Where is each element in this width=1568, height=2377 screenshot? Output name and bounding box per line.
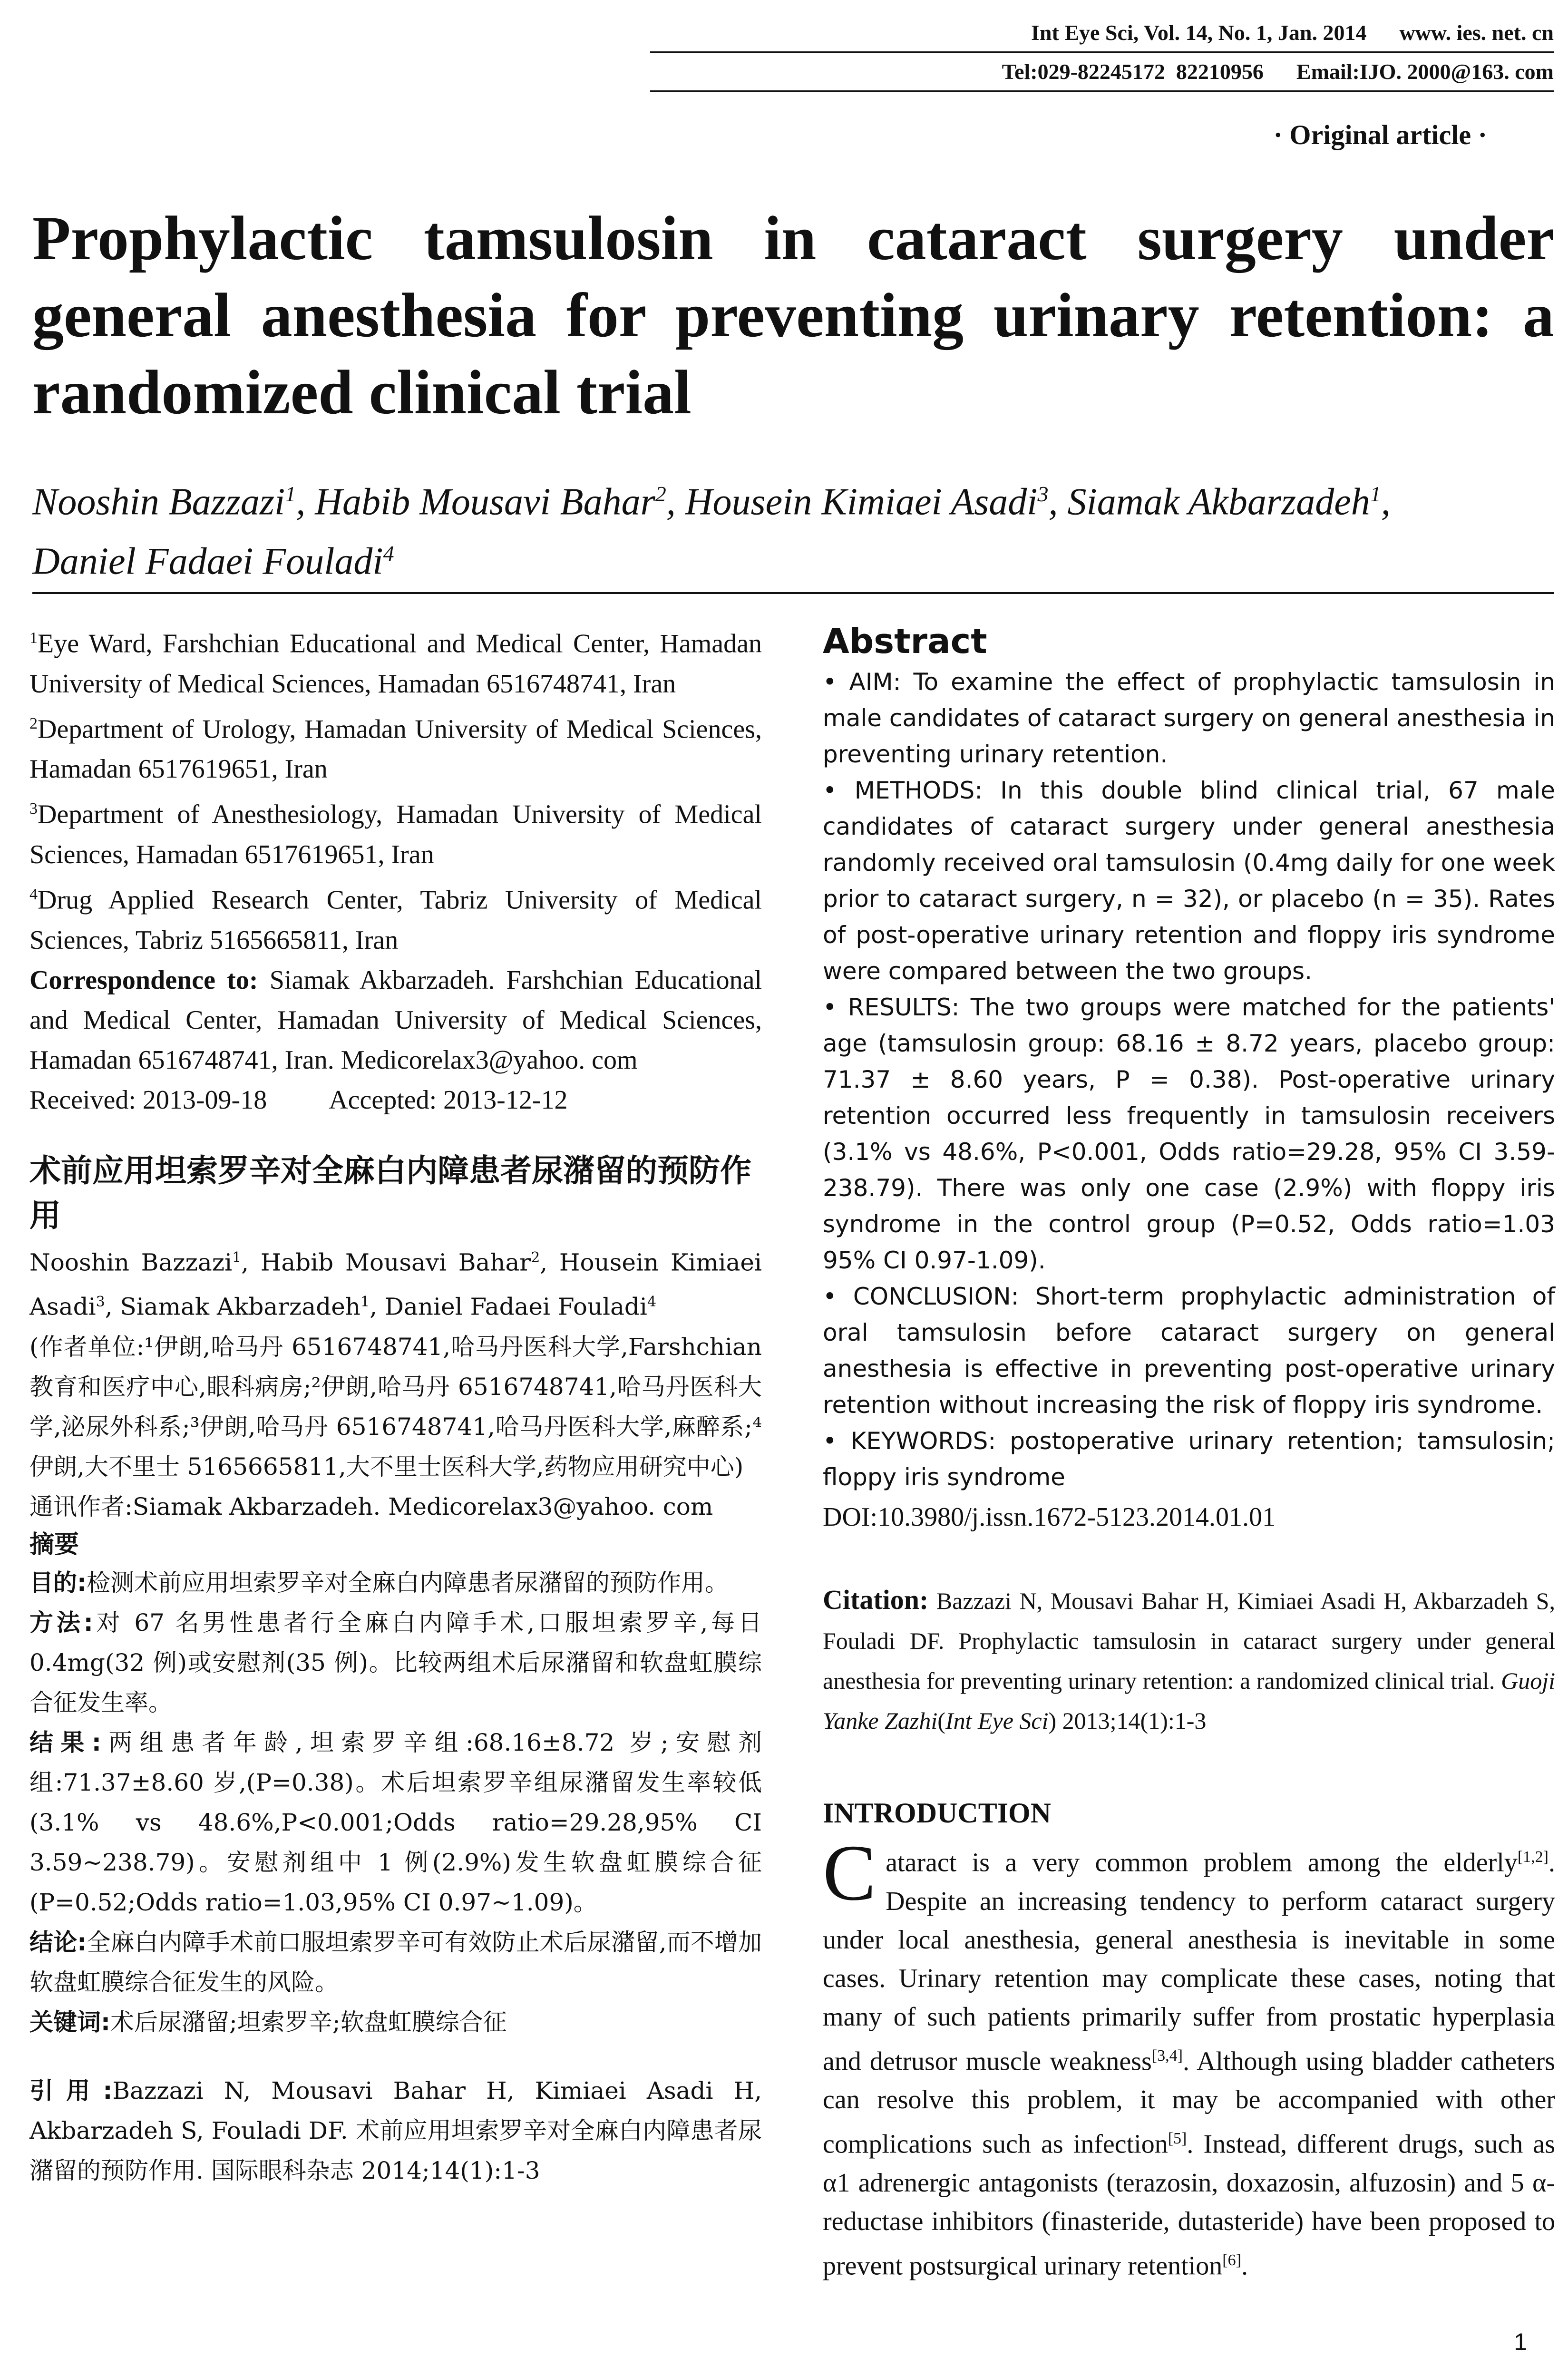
citation-journal-en: Int Eye Sci [945, 1707, 1049, 1734]
reference-marker: [3,4] [1151, 2046, 1183, 2065]
author-aff: 1 [1370, 482, 1381, 506]
citation: Citation: Bazzazi N, Mousavi Bahar H, Kimiaei Asadi H, Akbarzadeh S, Fouladi DF. Prophylactic tamsulosin in cataract surgery under general anesthesia for preventing urinary retention: a randomized clinical trial. Guoji Yanke Zazhi(Int Eye Sci) 2013;14(1):1-3 [823, 1584, 1555, 1734]
accepted-date: Accepted: 2013-12-12 [329, 1085, 568, 1115]
cn-results-text: 两组患者年龄,坦索罗辛组:68.16±8.72 岁;安慰剂组:71.37±8.60 岁,(P=0.38)。术后坦索罗辛组尿潴留发生率较低(3.1% vs 48.6%,P<0.001;Odds ratio=29.28,95% CI 3.59~238.79)。安慰剂组中 1 例(2.9%)发生软盘虹膜综合征(P=0.52;Odds ratio=1.03,95% CI 0.97~1.09)。 [29, 1728, 762, 1916]
abstract-methods [823, 772, 1555, 989]
author-name: Daniel Fadaei Fouladi [32, 540, 383, 583]
drop-cap: C [823, 1829, 877, 1917]
methods-label: • METHODS: [823, 777, 983, 804]
author-aff: 2 [655, 482, 666, 506]
cn-citation-label: 引用: [29, 2076, 113, 2104]
introduction-text [823, 1829, 1556, 2286]
cn-author: , Habib Mousavi Bahar [241, 1248, 531, 1276]
author-aff: 4 [383, 541, 394, 565]
keywords-text: postoperative urinary retention; tamsulosin; floppy iris syndrome [823, 1427, 1555, 1491]
affiliation [29, 875, 762, 960]
results-label: • RESULTS: [823, 994, 960, 1021]
intro-text: . Instead, different drugs, such as α1 adrenergic antagonists (terazosin, doxazosin, alfuzosin) and 5 α-reductase inhibitors (finasteride, dutasteride) have been proposed to prevent postsurgical urinary retention [823, 2129, 1556, 2281]
abstract-conclusion [823, 1278, 1555, 1423]
cn-author-aff: 4 [647, 1294, 657, 1311]
left-column [29, 618, 762, 2191]
affiliation-text: Department of Urology, Hamadan University of Medical Sciences, Hamadan 6517619651, Iran [29, 714, 762, 784]
doi: DOI:10.3980/j.issn.1672-5123.2014.01.01 [823, 1502, 1276, 1532]
chinese-abstract-title: 摘要 [29, 1530, 79, 1559]
cn-aim-label: 目的: [29, 1568, 87, 1597]
affiliation-number: 1 [29, 629, 38, 647]
cn-citation-text: Bazzazi N, Mousavi Bahar H, Kimiaei Asadi H, Akbarzadeh S, Fouladi DF. 术前应用坦索罗辛对全麻白内障患者尿潴留的预防作用. 国际眼科杂志 2014;14(1):1-3 [29, 2076, 762, 2184]
affiliation-text: Department of Anesthesiology, Hamadan University of Medical Sciences, Hamadan 6517619651, Iran [29, 799, 762, 869]
affiliation-text: Eye Ward, Farshchian Educational and Medical Center, Hamadan University of Medical Sciences, Hamadan 6516748741, Iran [29, 629, 762, 699]
chinese-methods [29, 1603, 762, 1723]
citation-text: Bazzazi N, Mousavi Bahar H, Kimiaei Asadi H, Akbarzadeh S, Fouladi DF. Prophylactic tamsulosin in cataract surgery under general anesthesia for preventing urinary retention: a randomized clinical trial. [823, 1588, 1555, 1694]
journal-email: Email:IJO. 2000@163. com [1296, 59, 1554, 84]
title-line-3: randomized clinical trial [32, 357, 691, 427]
cn-author: , Siamak Akbarzadeh [105, 1293, 361, 1321]
keywords-label: • KEYWORDS: [823, 1427, 996, 1455]
journal-website: www. ies. net. cn [1399, 20, 1554, 45]
results-text: The two groups were matched for the patients' age (tamsulosin group: 68.16 ± 8.72 years, placebo group: 71.37 ± 8.60 years, P = 0.38). Post-operative urinary retention occurred less frequently in tamsulosin receivers (3.1% vs 48.6%, P<0.001, Odds ratio=29.28, 95% CI 3.59-238.79). There was only one case (2.9%) with floppy iris syndrome in the control group (P=0.52, Odds ratio=1.03 95% CI 0.97-1.09). [823, 994, 1556, 1274]
author-name: Nooshin Bazzazi [32, 481, 285, 523]
cn-results-label: 结果: [29, 1728, 101, 1756]
chinese-keywords [29, 2002, 762, 2042]
right-column [823, 618, 1555, 2286]
cn-keywords-text: 术后尿潴留;坦索罗辛;软盘虹膜综合征 [110, 2008, 507, 2036]
cn-author: , Daniel Fadaei Fouladi [370, 1293, 647, 1321]
page-number: 1 [1514, 2328, 1527, 2355]
chinese-aim [29, 1563, 762, 1603]
reference-marker: [6] [1222, 2251, 1241, 2269]
introduction-heading: INTRODUCTION [823, 1797, 1052, 1829]
conclusion-text: Short-term prophylactic administration of oral tamsulosin before cataract surgery on general anesthesia is effective in preventing post-operative urinary retention without increasing the risk of floppy iris syndrome. [823, 1283, 1555, 1419]
correspondence [29, 960, 762, 1080]
title-line-1: Prophylactic tamsulosin in cataract surgery under [32, 203, 1554, 273]
author-name: Siamak Akbarzadeh [1067, 481, 1370, 523]
abstract-keywords [823, 1423, 1555, 1495]
cn-author: Nooshin Bazzazi [29, 1248, 233, 1276]
author-list: Nooshin Bazzazi$^1$, Habib Mousavi Bahar$^2$, Housein Kimiaei Asadi$^3$, Siamak Akbarzadeh$^1$, Daniel Fadaei Fouladi$^4$ [32, 481, 1391, 583]
affiliation [29, 789, 762, 875]
cn-author-aff: 1 [232, 1249, 242, 1266]
reference-marker: [5] [1168, 2130, 1187, 2148]
chinese-contact: 通讯作者:Siamak Akbarzadeh. Medicorelax3@yahoo. com [29, 1492, 713, 1520]
affiliation [29, 618, 762, 704]
header-line-2 [650, 53, 1554, 92]
intro-text: . Despite an increasing tendency to perform cataract surgery under local anesthesia, general anesthesia is inevitable in some cases. Urinary retention may complicate these cases, noting that many of such patients primarily suffer from prostatic hyperplasia and detrusor muscle weakness [823, 1848, 1555, 2076]
cn-author-aff: 2 [531, 1249, 540, 1266]
cn-author-aff: 3 [96, 1294, 105, 1311]
header-line-1 [650, 14, 1554, 53]
abstract-aim [823, 664, 1555, 772]
author-aff: 3 [1037, 482, 1049, 506]
correspondence-text: Siamak Akbarzadeh. Farshchian Educational and Medical Center, Hamadan University of Medical Sciences, Hamadan 6516748741, Iran. Medicorelax3@yahoo. com [29, 965, 762, 1075]
cn-methods-text: 对 67 名男性患者行全麻白内障手术,口服坦索罗辛,每日 0.4mg(32 例)或安慰剂(35 例)。比较两组术后尿潴留和软盘虹膜综合征发生率。 [29, 1608, 762, 1716]
title-divider [32, 592, 1554, 594]
affiliation [29, 704, 762, 789]
affiliation-number: 2 [29, 714, 38, 732]
journal-info: Int Eye Sci, Vol. 14, No. 1, Jan. 2014 [1031, 20, 1367, 45]
author-name: Habib Mousavi Bahar [315, 481, 655, 523]
citation-label: Citation: [823, 1584, 929, 1615]
citation-volume: 2013;14(1):1-3 [1056, 1707, 1207, 1734]
abstract-title: Abstract [823, 621, 987, 661]
cn-methods-label: 方法: [29, 1608, 93, 1637]
abstract-results [823, 989, 1555, 1278]
chinese-results [29, 1723, 762, 1922]
journal-header [650, 14, 1554, 92]
conclusion-label: • CONCLUSION: [823, 1283, 1019, 1310]
intro-text: . Although using bladder catheters can resolve this problem, it may be accompanied with other complications such as infection [823, 2046, 1555, 2159]
affiliation-text: Drug Applied Research Center, Tabriz University of Medical Sciences, Tabriz 5165665811, Iran [29, 885, 762, 955]
received-date: Received: 2013-09-18 [29, 1085, 267, 1115]
cn-author-aff: 1 [360, 1294, 370, 1311]
article-title [32, 200, 1554, 431]
journal-tel: Tel:029-82245172 82210956 [1002, 59, 1264, 84]
cn-conclusion-text: 全麻白内障手术前口服坦索罗辛可有效防止术后尿潴留,而不增加软盘虹膜综合征发生的风险。 [29, 1928, 762, 1996]
cn-author: , Housein Kimiaei Asadi [29, 1248, 762, 1321]
chinese-authors [29, 1238, 762, 1327]
chinese-title: 术前应用坦索罗辛对全麻白内障患者尿潴留的预防作用 [29, 1152, 751, 1234]
intro-text: . [1241, 2251, 1248, 2281]
cn-conclusion-label: 结论: [29, 1928, 87, 1956]
correspondence-label: Correspondence to: [29, 965, 258, 995]
intro-text: ataract is a very common problem among the elderly [886, 1848, 1518, 1878]
methods-text: In this double blind clinical trial, 67 male candidates of cataract surgery under general anesthesia randomly received oral tamsulosin (0.4mg daily for one week prior to cataract surgery, n = 32), or placebo (n = 35). Rates of post-operative urinary retention and floppy iris syndrome were compared between the two groups. [823, 777, 1555, 985]
author-name: Housein Kimiaei Asadi [685, 481, 1038, 523]
aim-label: • AIM: [823, 668, 901, 696]
citation-journal: Guoji Yanke Zazhi [823, 1667, 1555, 1734]
article-type: · Original article · [1273, 119, 1487, 150]
title-line-2: general anesthesia for preventing urinary retention: a [32, 280, 1554, 350]
author-aff: 1 [285, 482, 296, 506]
affiliation-number: 4 [29, 885, 38, 903]
cn-keywords-label: 关键词: [29, 2008, 110, 2036]
received-accepted [29, 1080, 762, 1120]
chinese-citation [29, 2071, 762, 2191]
affiliation-number: 3 [29, 800, 38, 818]
chinese-conclusion [29, 1922, 762, 2002]
aim-text: To examine the effect of prophylactic tamsulosin in male candidates of cataract surgery on general anesthesia in preventing urinary retention. [823, 668, 1555, 768]
chinese-units: (作者单位:¹伊朗,哈马丹 6516748741,哈马丹医科大学,Farshchian 教育和医疗中心,眼科病房;²伊朗,哈马丹 6516748741,哈马丹医科大学,泌尿外科系;³伊朗,哈马丹 6516748741,哈马丹医科大学,麻醉系;⁴伊朗,大不里士 5165665811,大不里士医科大学,药物应用研究中心) [29, 1333, 762, 1481]
reference-marker: [1,2] [1517, 1848, 1549, 1866]
cn-aim-text: 检测术前应用坦索罗辛对全麻白内障患者尿潴留的预防作用。 [87, 1568, 729, 1597]
